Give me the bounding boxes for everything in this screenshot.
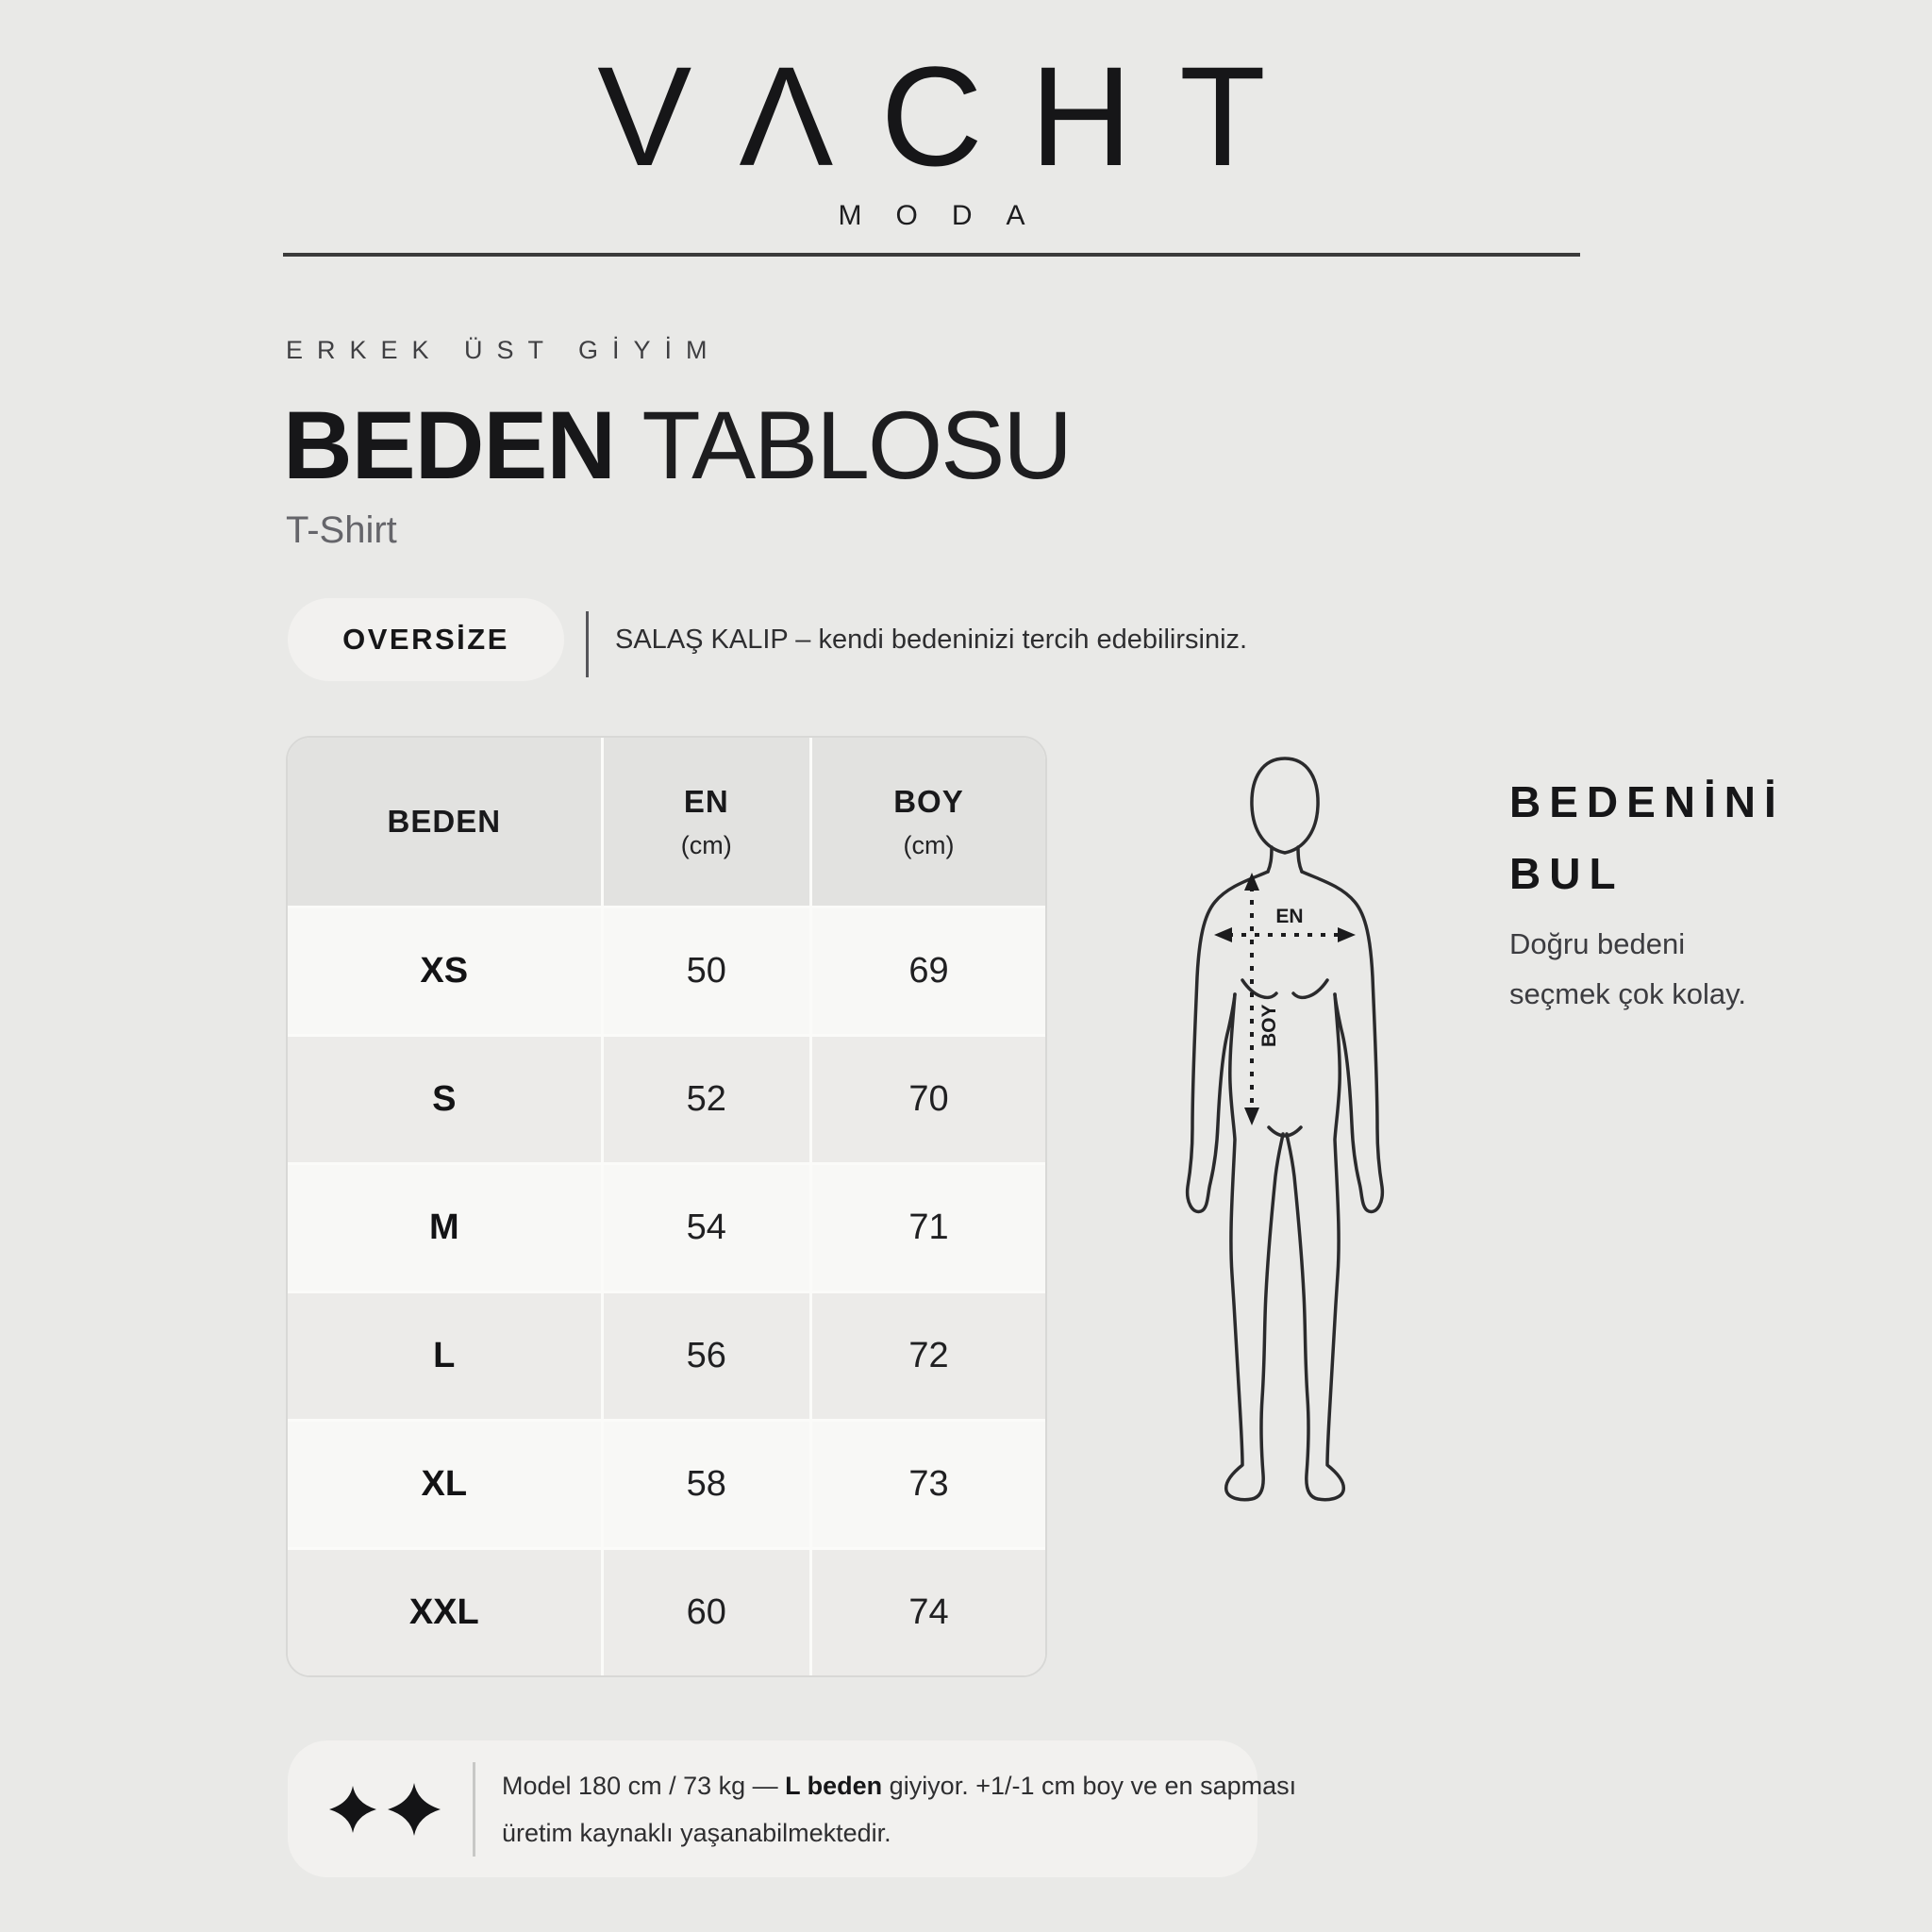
table-header-row [288,738,1045,908]
size-cell: XL [421,1464,468,1504]
boy-cell: 70 [809,1037,1045,1162]
head-outline [1252,758,1318,853]
product-type-label: T-Shirt [286,509,397,551]
boy-arrow-label: BOY [1258,1004,1280,1047]
title-secondary: TABLOSU [641,391,1071,499]
star-icons [329,1783,441,1836]
model-info-text [502,1762,1297,1857]
crotch-line [1269,1127,1301,1136]
measurement-figure [1170,753,1400,1507]
size-table [286,736,1047,1677]
brand-logo: VΛCHT [597,37,1313,195]
en-cell: 58 [601,1422,809,1547]
title-primary: BEDEN [283,391,616,499]
fit-description: SALAŞ KALIP – kendi bedeninizi tercih edebilirsiniz. [615,624,1248,655]
four-point-star-icon [329,1786,376,1833]
en-cell: 54 [601,1165,809,1291]
find-size-heading-line2: BUL [1509,849,1624,898]
header-divider [283,253,1580,257]
table-row [288,908,1045,1034]
table-row [288,1034,1045,1162]
en-cell: 50 [601,908,809,1034]
column-header-boy [809,738,1045,906]
boy-height-arrow [1244,873,1259,1125]
body-outline-figure [1170,753,1400,1507]
fit-note-divider [586,611,589,677]
column-header-beden [288,738,601,906]
footer-divider [473,1762,475,1857]
size-cell: L [433,1336,456,1375]
model-info-suffix: giyiyor. +1/-1 cm boy ve en sapması [882,1771,1297,1800]
boy-cell: 73 [809,1422,1045,1547]
brand-header [283,37,1580,232]
table-row [288,1162,1045,1291]
model-size-bold: L beden [785,1771,883,1800]
table-row [288,1419,1045,1547]
size-cell: XXL [408,1592,479,1632]
column-header-label: EN [683,783,729,819]
model-info-line2: üretim kaynaklı yaşanabilmektedir. [502,1818,891,1847]
column-header-en [601,738,809,906]
en-arrow-label: EN [1275,906,1304,927]
size-cell: S [432,1079,457,1119]
column-header-label: BEDEN [387,804,502,839]
find-size-text-line1: Doğru bedeni [1509,927,1686,960]
model-info-prefix: Model 180 cm / 73 kg — [502,1771,786,1800]
size-cell: XS [420,951,469,991]
oversize-badge: OVERSİZE [288,598,564,681]
table-row [288,1547,1045,1675]
find-size-heading [1509,766,1785,909]
size-cell: M [428,1208,459,1247]
en-cell: 56 [601,1293,809,1419]
boy-cell: 74 [809,1550,1045,1675]
en-width-arrow [1214,927,1356,942]
boy-cell: 69 [809,908,1045,1034]
body-right-side [1287,847,1382,1500]
category-label: ERKEK ÜST GİYİM [286,336,722,364]
find-size-text-line2: seçmek çok kolay. [1509,977,1746,1010]
four-point-star-icon [388,1783,441,1836]
table-row [288,1291,1045,1419]
find-size-heading-line1: BEDENİNİ [1509,777,1785,826]
column-header-unit: (cm) [680,830,732,859]
model-info-line1 [502,1762,1297,1809]
column-header-label: BOY [893,783,964,819]
en-cell: 52 [601,1037,809,1162]
brand-logo-subtext: MODA [838,200,1059,231]
column-header-unit: (cm) [903,830,955,859]
en-cell: 60 [601,1550,809,1675]
body-left-side [1188,847,1283,1500]
find-size-text [1509,919,1746,1019]
model-info-card [288,1740,1297,1877]
page-title [283,391,1071,499]
boy-cell: 71 [809,1165,1045,1291]
boy-cell: 72 [809,1293,1045,1419]
